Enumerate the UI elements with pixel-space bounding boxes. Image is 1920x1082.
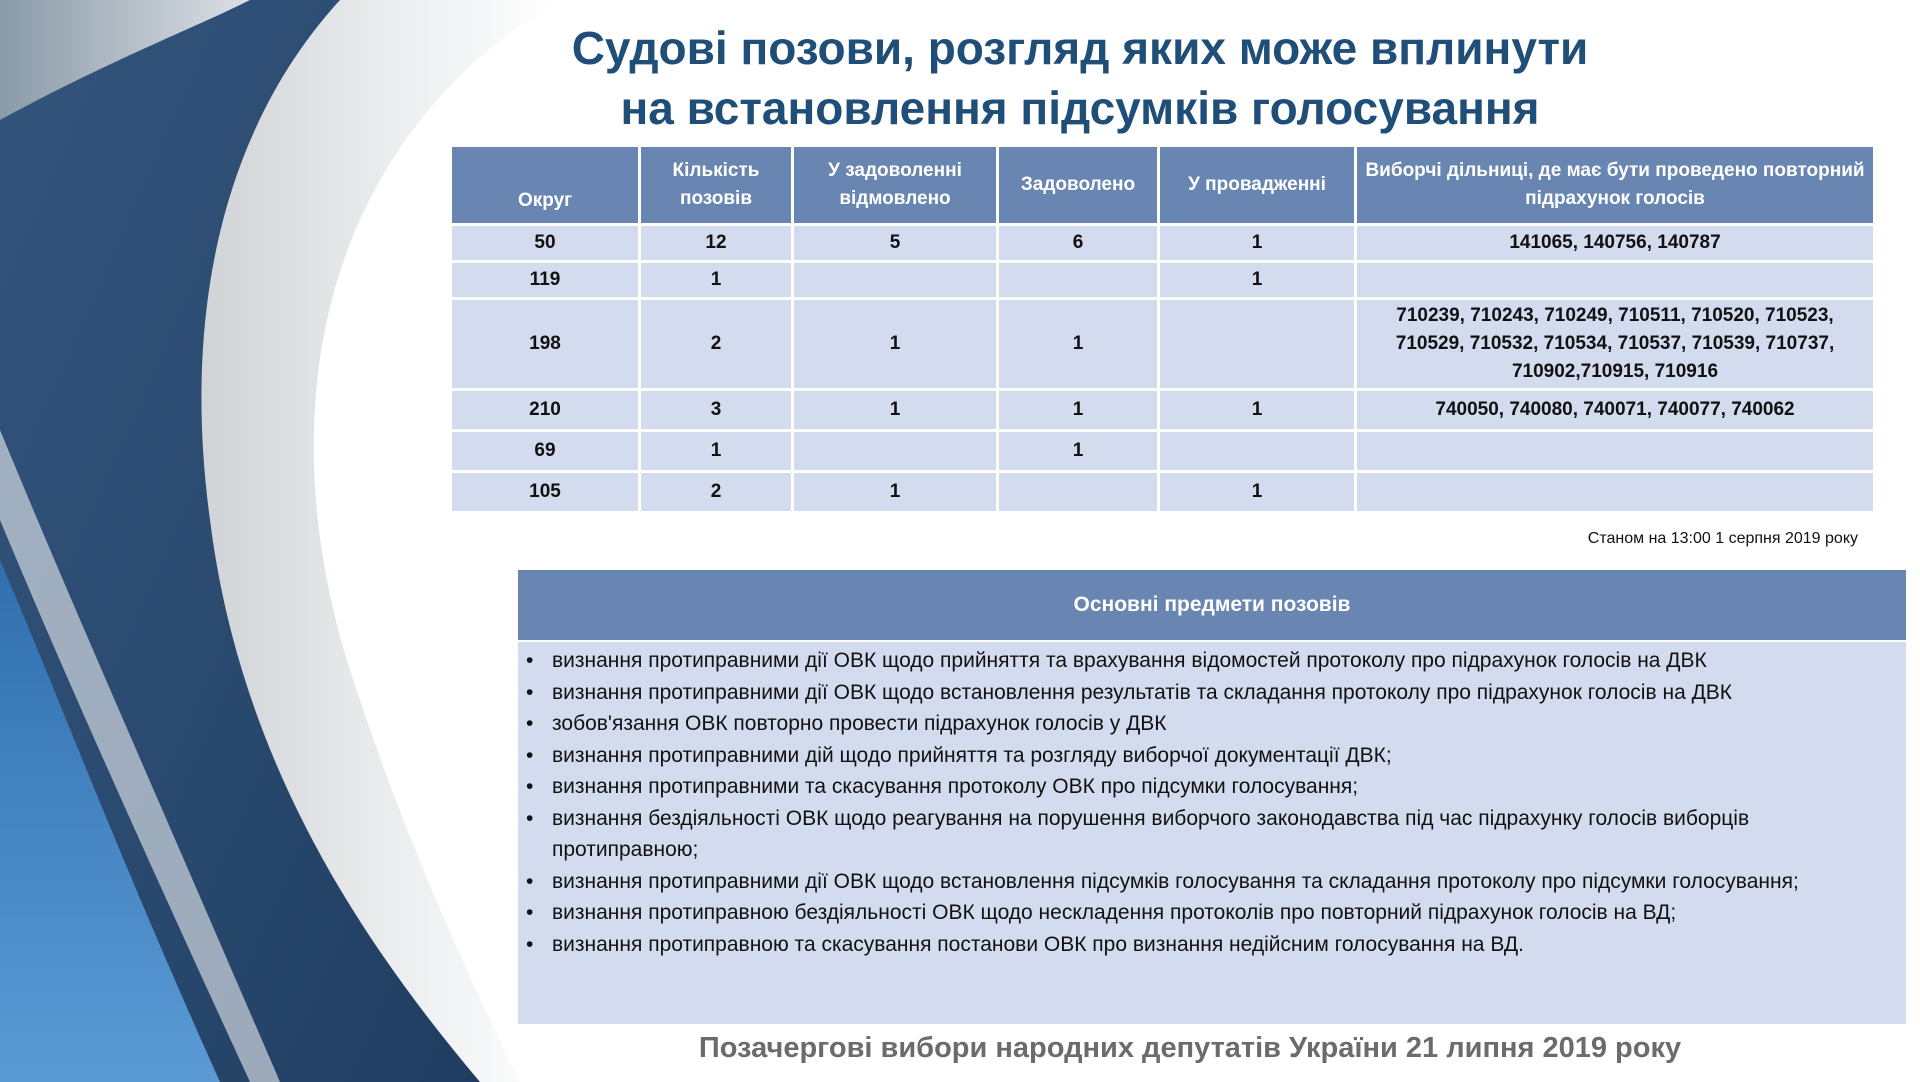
header-claims-count: Кількість позовів [641, 147, 791, 223]
list-item: • зобов'язання ОВК повторно провести підрахунок голосів у ДВК [522, 708, 1898, 740]
cell-claims-count: 1 [641, 263, 791, 297]
cell-in-progress: 1 [1160, 226, 1354, 260]
cell-claims-count: 2 [641, 300, 791, 388]
cell-polling-stations [1357, 432, 1873, 470]
list-item: • визнання протиправною бездіяльності ОВК щодо нескладення протоколів про повторний підрахунок голосів на ВД; [522, 897, 1898, 929]
cell-district: 50 [452, 226, 638, 260]
cell-claims-count: 3 [641, 391, 791, 429]
cell-satisfied [999, 263, 1157, 297]
cell-district: 210 [452, 391, 638, 429]
list-item: • визнання протиправними та скасування протоколу ОВК про підсумки голосування; [522, 771, 1898, 803]
table-row [452, 473, 1873, 511]
cell-satisfied [999, 473, 1157, 511]
cell-claims-count: 2 [641, 473, 791, 511]
cell-rejected: 1 [794, 473, 996, 511]
cell-claims-count: 12 [641, 226, 791, 260]
subjects-list-box [518, 642, 1906, 1024]
cell-in-progress: 1 [1160, 263, 1354, 297]
list-item: • визнання протиправною та скасування постанови ОВК про визнання недійсним голосування на ВД. [522, 929, 1898, 961]
as-of-timestamp: Станом на 13:00 1 серпня 2019 року [1587, 530, 1858, 547]
lawsuits-table [449, 144, 1876, 514]
page-title [450, 18, 1710, 138]
header-rejected: У задоволенні відмовлено [794, 147, 996, 223]
cell-district: 105 [452, 473, 638, 511]
table-row [452, 432, 1873, 470]
cell-claims-count: 1 [641, 432, 791, 470]
header-satisfied: Задоволено [999, 147, 1157, 223]
title-line-1: Судові позови, розгляд яких може вплинути [571, 22, 1589, 74]
header-district: Округ [452, 147, 638, 223]
cell-in-progress: 1 [1160, 473, 1354, 511]
subjects-list [522, 645, 1898, 960]
cell-satisfied: 1 [999, 300, 1157, 388]
table-header-row [452, 147, 1873, 223]
cell-rejected [794, 263, 996, 297]
cell-satisfied: 1 [999, 432, 1157, 470]
footer-caption: Позачергові вибори народних депутатів України 21 липня 2019 року [698, 1032, 1682, 1064]
cell-polling-stations: 141065, 140756, 140787 [1357, 226, 1873, 260]
cell-polling-stations [1357, 263, 1873, 297]
cell-rejected: 1 [794, 391, 996, 429]
header-in-progress: У провадженні [1160, 147, 1354, 223]
cell-in-progress: 1 [1160, 391, 1354, 429]
list-item: • визнання протиправними дій щодо прийняття та розгляду виборчої документації ДВК; [522, 740, 1898, 772]
cell-satisfied: 6 [999, 226, 1157, 260]
cell-satisfied: 1 [999, 391, 1157, 429]
title-line-2: на встановлення підсумків голосування [620, 82, 1540, 134]
cell-district: 198 [452, 300, 638, 388]
header-polling-stations: Виборчі дільниці, де має бути проведено повторний підрахунок голосів [1357, 147, 1873, 223]
list-item: • визнання протиправними дії ОВК щодо встановлення результатів та складання протоколу про підрахунок голосів на ДВК [522, 677, 1898, 709]
cell-polling-stations [1357, 473, 1873, 511]
cell-rejected: 5 [794, 226, 996, 260]
cell-in-progress [1160, 300, 1354, 388]
subjects-header: Основні предмети позовів [518, 570, 1906, 640]
table-row [452, 391, 1873, 429]
table-row [452, 226, 1873, 260]
cell-polling-stations: 740050, 740080, 740071, 740077, 740062 [1357, 391, 1873, 429]
cell-rejected [794, 432, 996, 470]
cell-in-progress [1160, 432, 1354, 470]
cell-rejected: 1 [794, 300, 996, 388]
list-item: • визнання протиправними дії ОВК щодо встановлення підсумків голосування та складання протоколу про підсумки голосування; [522, 866, 1898, 898]
list-item: • визнання протиправними дії ОВК щодо прийняття та врахування відомостей протоколу про підрахунок голосів на ДВК [522, 645, 1898, 677]
cell-district: 69 [452, 432, 638, 470]
table-row [452, 263, 1873, 297]
table-row [452, 300, 1873, 388]
cell-polling-stations: 710239, 710243, 710249, 710511, 710520, 710523, 710529, 710532, 710534, 710537, 710539, 710737, 710902,710915, 710916 [1357, 300, 1873, 388]
list-item: • визнання бездіяльності ОВК щодо реагування на порушення виборчого законодавства під час підрахунку голосів виборців протиправною; [522, 803, 1898, 866]
cell-district: 119 [452, 263, 638, 297]
